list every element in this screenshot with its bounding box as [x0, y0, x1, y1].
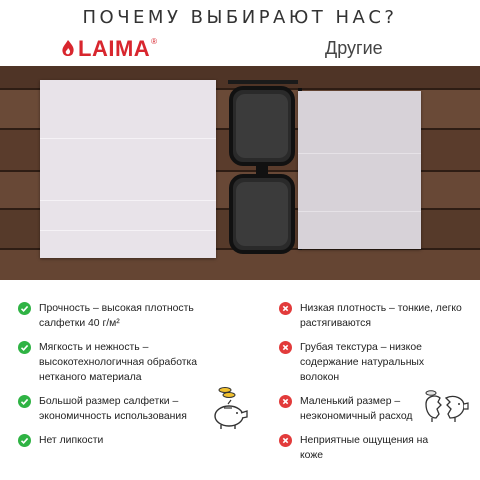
- sunglasses-image: [222, 80, 302, 262]
- competitor-wipe-image: [298, 91, 421, 249]
- check-icon: [18, 341, 31, 354]
- page-title: ПОЧЕМУ ВЫБИРАЮТ НАС?: [82, 7, 398, 28]
- header: [0, 0, 480, 36]
- advantage-item: [18, 301, 218, 331]
- disadvantage-text: Неприятные ощущения на коже: [300, 435, 429, 461]
- advantage-item: [18, 340, 223, 385]
- disadvantage-item: [279, 301, 474, 331]
- competitor-label: Другие: [325, 38, 383, 58]
- check-icon: [18, 302, 31, 315]
- disadvantage-text: Грубая текстура – низкое содержание натуральных волокон: [300, 342, 425, 383]
- advantage-text: Прочность – высокая плотность салфетки 40 г/м²: [39, 303, 194, 329]
- disadvantage-text: Низкая плотность – тонкие, легко растягиваются: [300, 303, 462, 329]
- advantage-item: [18, 394, 206, 424]
- disadvantage-item: [279, 340, 464, 385]
- cross-icon: [279, 302, 292, 315]
- cross-icon: [279, 341, 292, 354]
- disadvantage-item: [279, 433, 449, 463]
- disadvantage-text: Маленький размер – неэкономичный расход: [300, 396, 413, 422]
- advantage-item: [18, 433, 218, 448]
- registered-mark: ®: [151, 36, 158, 46]
- cross-icon: [279, 434, 292, 447]
- cross-icon: [279, 395, 292, 408]
- advantage-text: Большой размер салфетки – экономичность использования: [39, 396, 187, 422]
- laima-logo: [60, 36, 157, 62]
- disadvantage-item: [279, 394, 429, 424]
- check-icon: [18, 395, 31, 408]
- advantage-text: Нет липкости: [39, 435, 104, 446]
- laima-flame-icon: [60, 39, 76, 59]
- check-icon: [18, 434, 31, 447]
- laima-wipe-image: [40, 80, 216, 258]
- advantage-text: Мягкость и нежность – высокотехнологичная обработка нетканого материала: [39, 342, 198, 383]
- piggy-bank-coins-icon: [207, 382, 251, 430]
- cracked-piggy-bank-icon: [422, 388, 470, 424]
- logo-text: LAIMA: [78, 36, 151, 61]
